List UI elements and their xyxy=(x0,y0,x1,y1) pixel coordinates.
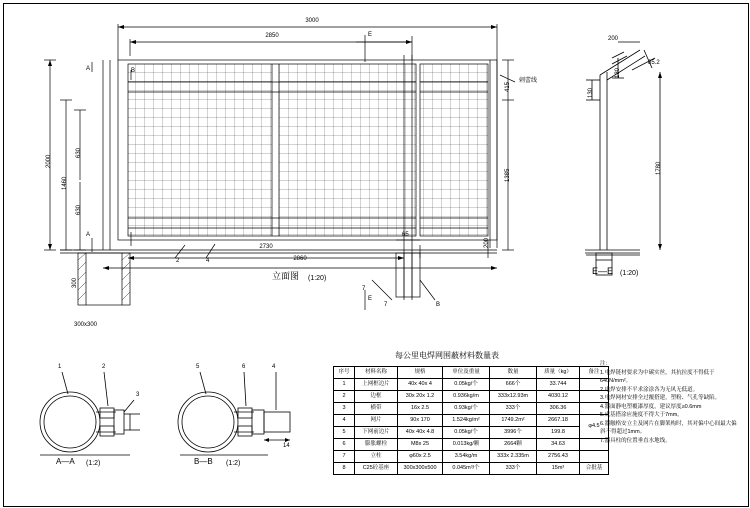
cell: 40x 40x 4.8 xyxy=(398,427,443,439)
col-mass: 质量（kg） xyxy=(537,367,580,379)
cell: 15m³ xyxy=(537,463,580,475)
dim-1385: 1385 xyxy=(505,168,511,182)
dim-200: 200 xyxy=(484,237,490,248)
cell: 立柱 xyxy=(355,451,398,463)
label-barbed-wire: 刺蕾线 xyxy=(519,78,538,84)
col-unit-weight: 单位及重量 xyxy=(443,367,490,379)
cell: 0.013kg/颗 xyxy=(443,439,490,451)
cell: 5 xyxy=(334,427,355,439)
dim-630-b: 630 xyxy=(76,204,82,215)
cell: 7 xyxy=(334,451,355,463)
scale-bb: (1:2) xyxy=(226,460,241,467)
cell: 合批基 xyxy=(580,463,609,475)
cell: 2667.18 xyxy=(537,415,580,427)
bb-callout-6: 6 xyxy=(242,364,246,370)
cell: 199.8 xyxy=(537,427,580,439)
dim-630-a: 630 xyxy=(76,147,82,158)
note-item: 4.器面静电塑覆漆厚度，建议厚度≥0.6mm xyxy=(600,403,702,410)
col-qty: 数量 xyxy=(490,367,537,379)
cell: 3.54kg/m xyxy=(443,451,490,463)
cell xyxy=(580,451,609,463)
label-a-top: A xyxy=(86,66,91,72)
label-b-bottom: B xyxy=(436,302,441,308)
title-aa: A—A xyxy=(56,457,75,466)
dim-2000: 2000 xyxy=(46,154,52,168)
scale-ee: (1:20) xyxy=(620,270,639,277)
notes-title: 注： xyxy=(600,361,612,367)
ee-dim-200: 200 xyxy=(608,36,619,42)
cell: 40x 40x 4 xyxy=(398,379,443,391)
cell: 3996个 xyxy=(490,427,537,439)
title-bb: B—B xyxy=(194,457,213,466)
table-row xyxy=(334,451,609,463)
dim-2850: 2850 xyxy=(265,33,279,39)
scale-elevation: (1:20) xyxy=(308,275,327,282)
cell: M8x 25 xyxy=(398,439,443,451)
dim-found-depth: 300 xyxy=(72,277,78,288)
table-row xyxy=(334,463,609,475)
cell: 300x300x500 xyxy=(398,463,443,475)
note-item: 6.器触格安立主及网片在脚架构时，其对偏中心间最大偏斜不得超过1mm。 xyxy=(600,420,737,435)
dim-2730: 2730 xyxy=(259,244,273,250)
cell: 1.524kg/m² xyxy=(443,415,490,427)
cell: 0.936kg/m xyxy=(443,391,490,403)
cell: 横带 xyxy=(355,403,398,415)
dim-415: 415 xyxy=(505,81,511,92)
label-7-bottom: 7 xyxy=(384,302,388,308)
cell: φ60x 2.5 xyxy=(398,451,443,463)
leader-4: 4 xyxy=(206,258,210,264)
cell: 0.045m³/个 xyxy=(443,463,490,475)
table-header-row xyxy=(334,367,609,379)
bb-dim-14: 14 xyxy=(283,443,290,449)
ee-dim-130a: 130 xyxy=(588,87,594,98)
cell: 上网框边片 xyxy=(355,379,398,391)
ee-dim-1780: 1780 xyxy=(656,161,662,175)
cell: 0.05kg/个 xyxy=(443,427,490,439)
leader-2: 2 xyxy=(176,258,180,264)
cell: 2 xyxy=(334,391,355,403)
cell: 1749.2m² xyxy=(490,415,537,427)
ee-dim-130b: 130 xyxy=(615,67,621,78)
bb-callout-4: 4 xyxy=(272,364,276,370)
notes-block xyxy=(600,360,740,445)
dim-foundation: 300x300 xyxy=(74,322,98,328)
cell: 边框 xyxy=(355,391,398,403)
cell: 16x 2.5 xyxy=(398,403,443,415)
cell: 333个 xyxy=(490,463,537,475)
cell: 0.93kg/个 xyxy=(443,403,490,415)
table-row xyxy=(334,415,609,427)
cell: 90x 170 xyxy=(398,415,443,427)
label-7-top: 7 xyxy=(362,286,366,292)
dim-65: 65 xyxy=(402,232,409,238)
table-row xyxy=(334,403,609,415)
note-item: 2.电焊安排不平求涂涂各为无风无低道。 xyxy=(600,386,699,393)
label-e-bottom: E xyxy=(368,296,373,302)
cell: φ4.5 xyxy=(580,415,609,439)
table-row xyxy=(334,427,609,439)
title-elevation: 立面图 xyxy=(272,271,300,281)
cell: 网片 xyxy=(355,415,398,427)
cell: 4030.12 xyxy=(537,391,580,403)
cell: 2756.43 xyxy=(537,451,580,463)
cell: 33.744 xyxy=(537,379,580,391)
material-table xyxy=(333,366,609,475)
ee-dim-85: 85.2 xyxy=(648,60,660,66)
aa-callout-3: 3 xyxy=(136,392,140,398)
cell: 30x 20x 1.2 xyxy=(398,391,443,403)
cell: 333x 2.335m xyxy=(490,451,537,463)
label-b-top: B xyxy=(131,68,136,74)
bb-callout-5: 5 xyxy=(196,364,200,370)
dim-1460: 1460 xyxy=(62,176,68,190)
table-row xyxy=(334,379,609,391)
table-row xyxy=(334,439,609,451)
cell: 6 xyxy=(334,439,355,451)
aa-callout-2: 2 xyxy=(102,364,106,370)
cell: 3 xyxy=(334,403,355,415)
col-remark: 备注 xyxy=(580,367,609,379)
note-item: 1.电焊链材要求为中碳实丝，其抗拉度不得低于640N/mm²。 xyxy=(600,369,715,384)
cell: 膨胀螺栓 xyxy=(355,439,398,451)
scale-aa: (1:2) xyxy=(86,460,101,467)
cell: 306.36 xyxy=(537,403,580,415)
cell: 下网前边片 xyxy=(355,427,398,439)
cell: 8 xyxy=(334,463,355,475)
col-index: 序号 xyxy=(334,367,355,379)
note-item: 7.器具柱的位置垂直水地线。 xyxy=(600,437,671,444)
note-item: 5.成基搭涂应施度不得大于7mm。 xyxy=(600,412,683,418)
cell: 34.63 xyxy=(537,439,580,451)
cell: 4 xyxy=(334,415,355,427)
title-ee: E—E xyxy=(592,266,614,276)
cell: 0.05kg/个 xyxy=(443,379,490,391)
col-material: 材料名称 xyxy=(355,367,398,379)
cell: 666个 xyxy=(490,379,537,391)
cell: 2664颗 xyxy=(490,439,537,451)
cell: C25砼基座 xyxy=(355,463,398,475)
note-item: 3.电焊网材安排全过覆搭建，塑粉、气孔等缺陷。 xyxy=(600,395,721,401)
cell: 333x12.93m xyxy=(490,391,537,403)
dim-2860: 2860 xyxy=(293,256,307,262)
label-a-bottom: A xyxy=(86,232,91,238)
table-row xyxy=(334,391,609,403)
col-spec: 规格 xyxy=(398,367,443,379)
cell: 333个 xyxy=(490,403,537,415)
cell: 1 xyxy=(334,379,355,391)
aa-callout-1: 1 xyxy=(58,364,62,370)
dim-3000: 3000 xyxy=(305,18,319,24)
label-e-top: E xyxy=(368,32,373,38)
material-table-title: 每公里电焊网围蔽材料数量表 xyxy=(395,351,499,360)
